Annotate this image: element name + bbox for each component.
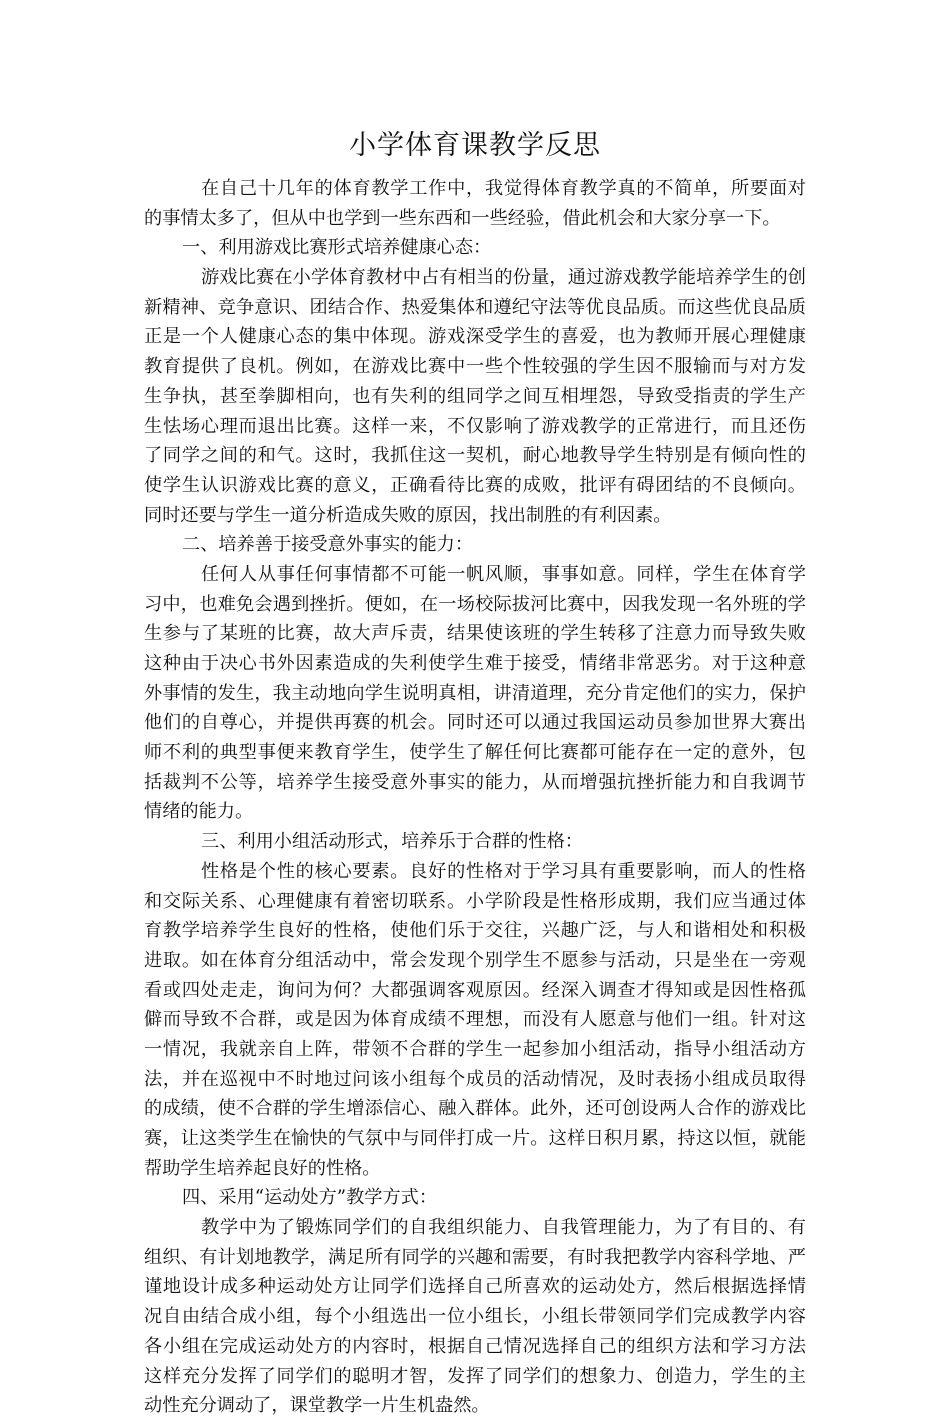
text-line: 育教学培养学生良好的性格，使他们乐于交往，兴趣广泛，与人和谐相处和积极 <box>144 920 806 942</box>
text-line: 教育提供了良机。例如，在游戏比赛中一些个性较强的学生因不服输而与对方发 <box>144 356 806 378</box>
text-line: 同时还要与学生一道分析造成失败的原因，找出制胜的有利因素。 <box>144 504 672 526</box>
text-line: 这样充分发挥了同学们的聪明才智，发挥了同学们的想象力、创造力，学生的主 <box>144 1365 806 1387</box>
text-line: 新精神、竞争意识、团结合作、热爱集体和遵纪守法等优良品质。而这些优良品质 <box>144 296 806 318</box>
text-line: 游戏比赛在小学体育教材中占有相当的份量，通过游戏教学能培养学生的创 <box>201 267 806 289</box>
text-line: 看或四处走走，询问为何？大都强调客观原因。经深入调查才得知或是因性格孤 <box>144 979 806 1001</box>
text-line: 使学生认识游戏比赛的意义，正确看待比赛的成败，批评有碍团结的不良倾向。 <box>144 474 806 496</box>
text-line: 习中，也难免会遇到挫折。便如，在一场校际拔河比赛中，因我发现一名外班的学 <box>144 593 806 615</box>
text-line: 和交际关系、心理健康有着密切联系。小学阶段是性格形成期，我们应当通过体 <box>144 890 806 912</box>
page-title: 小学体育课教学反思 <box>349 130 601 161</box>
text-line: 外事情的发生，我主动地向学生说明真相，讲清道理，充分肯定他们的实力，保护 <box>144 682 806 704</box>
text-line: 任何人从事任何事情都不可能一帆风顺，事事如意。同样，学生在体育学 <box>201 563 806 585</box>
document-body <box>144 174 806 1421</box>
text-line: 三、利用小组活动形式，培养乐于合群的性格： <box>201 831 583 853</box>
section-heading: 四、采用“运动处方”教学方式： <box>182 1187 438 1209</box>
text-line: 法，并在巡视中不时地过问该小组每个成员的活动情况，及时表扬小组成员取得 <box>144 1068 806 1090</box>
text-line: 赛，让这类学生在愉快的气氛中与同伴打成一片。这样日积月累，持这以恒，就能 <box>144 1128 806 1149</box>
text-line: 进取。如在体育分组活动中，常会发现个别学生不愿参与活动，只是坐在一旁观 <box>144 949 806 971</box>
text-line: 况自由结合成小组，每个小组选出一位小组长，小组长带领同学们完成教学内容 <box>144 1306 806 1328</box>
text-line: 各小组在完成运动处方的内容时，根据自己情况选择自己的组织方法和学习方法 <box>144 1335 806 1357</box>
text-line: 动性充分调动了，课堂教学一片生机盎然。 <box>144 1395 490 1417</box>
text-line: 性格是个性的核心要素。良好的性格对于学习具有重要影响，而人的性格 <box>201 860 806 882</box>
text-line: 的事情太多了，但从中也学到一些东西和一些经验，借此机会和大家分享一下。 <box>144 207 781 229</box>
text-line: 教学中为了锻炼同学们的自我组织能力、自我管理能力，为了有目的、有 <box>201 1217 806 1239</box>
text-line: 师不利的典型事便来教育学生，使学生了解任何比赛都可能存在一定的意外，包 <box>144 742 806 764</box>
text-line: 僻而导致不合群，或是因为体育成绩不理想，而没有人愿意与他们一组。针对这 <box>144 1009 806 1031</box>
text-line: 了同学之间的和气。这时，我抓住这一契机，耐心地教导学生特别是有倾向性的 <box>144 445 806 467</box>
text-line: 他们的自尊心，并提供再赛的机会。同时还可以通过我国运动员参加世界大赛出 <box>144 712 806 734</box>
text-line: 帮助学生培养起良好的性格。 <box>144 1157 381 1179</box>
text-line: 的成绩，使不合群的学生增添信心、融入群体。此外，还可创设两人合作的游戏比 <box>144 1098 806 1120</box>
text-line: 情绪的能力。 <box>144 801 254 823</box>
text-line: 生参与了某班的比赛，故大声斥责，结果使该班的学生转移了注意力而导致失败 <box>144 623 806 645</box>
text-line: 一情况，我就亲自上阵，带领不合群的学生一起参加小组活动，指导小组活动方 <box>144 1038 806 1060</box>
text-line: 生怯场心理而退出比赛。这样一来，不仅影响了游戏教学的正常进行，而且还伤 <box>144 415 806 437</box>
text-line: 括裁判不公等，培养学生接受意外事实的能力，从而增强抗挫折能力和自我调节 <box>144 771 806 793</box>
section-heading: 一、利用游戏比赛形式培养健康心态： <box>182 237 492 259</box>
text-line: 在自己十几年的体育教学工作中，我觉得体育教学真的不简单，所要面对 <box>201 178 806 199</box>
text-line: 生争执，甚至拳脚相向，也有失利的组同学之间互相埋怨，导致受指责的学生产 <box>144 385 806 407</box>
text-line: 谨地设计成多种运动处方让同学们选择自己所喜欢的运动处方，然后根据选择情 <box>144 1276 806 1298</box>
text-line: 这种由于决心书外因素造成的失利使学生难于接受，情绪非常恶劣。对于这种意 <box>144 653 806 674</box>
text-line: 组织、有计划地教学，满足所有同学的兴趣和需要，有时我把教学内容科学地、严 <box>144 1246 806 1268</box>
section-heading: 二、培养善于接受意外事实的能力： <box>182 534 474 556</box>
text-line: 正是一个人健康心态的集中体现。游戏深受学生的喜爱，也为教师开展心理健康 <box>144 326 806 348</box>
